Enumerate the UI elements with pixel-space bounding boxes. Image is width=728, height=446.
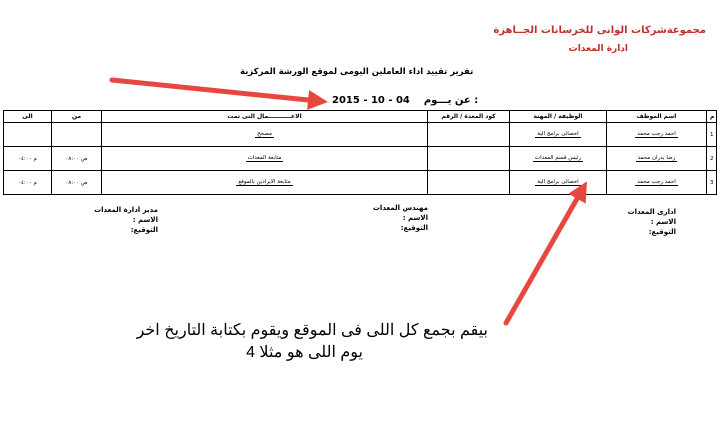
work-text: مصحح: [257, 131, 272, 137]
work-text: متابعة الايرادين بالموقع: [238, 179, 291, 185]
cell-to: ۰٤:۰۰ م: [4, 147, 52, 171]
department-name: ادارة المعدات: [568, 44, 628, 54]
signature-title: مهندس المعدات: [372, 204, 428, 212]
cell-from: ۰۸:۰۰ ص: [52, 171, 102, 195]
cell-no: 1: [707, 123, 717, 147]
report-date: 2015 - 10 - 04: [332, 95, 410, 106]
work-text: متابعة المعدات: [247, 155, 282, 161]
col-from: من: [52, 111, 102, 123]
day-label: عن يـــوم :: [423, 95, 479, 106]
arrow-to-date: [112, 80, 318, 101]
arrow-to-job: [506, 190, 582, 323]
signature-title: مدير ادارة المعدات: [94, 206, 158, 214]
signature-name-label: الاسم :: [650, 218, 676, 226]
name-text: احمد رجب محمد: [637, 179, 676, 185]
col-work: الاعـــــــــــمال التى تمت: [102, 111, 428, 123]
company-name: مجموعةشركات الوانى للخرسانات الجــاهزة: [493, 25, 706, 36]
annotation-line-1: بيقم بجمع كل اللى فى الموقع ويقوم بكتابة التاريخ اخر: [136, 322, 488, 339]
cell-no: 3: [707, 171, 717, 195]
signature-sign-label: التوقيع:: [400, 224, 428, 232]
name-text: احمد رجب محمد: [637, 131, 676, 137]
job-text: اخصائى برامج الية: [537, 131, 579, 137]
job-text: رئيس قسم المعدات: [534, 155, 582, 161]
report-title: تقرير تقييد اداء العاملين اليومى لموقع الورشة المركزية: [240, 67, 474, 77]
annotation-note: [88, 320, 488, 364]
col-to: الى: [4, 111, 52, 123]
signature-name-label: الاسم :: [132, 216, 158, 224]
cell-to: ۰٤:۰۰ م: [4, 171, 52, 195]
cell-no: 2: [707, 147, 717, 171]
col-job: الوظيفة / المهنة: [510, 111, 607, 123]
signature-name-label: الاسم :: [402, 214, 428, 222]
cell-from: ۰۸:۰۰ ص: [52, 147, 102, 171]
signature-sign-label: التوقيع:: [130, 226, 158, 234]
signature-title: ادارى المعدات: [627, 208, 676, 216]
annotation-line-2: يوم اللى هو مثلا 4: [246, 344, 363, 361]
name-text: رضا بدران محمد: [637, 155, 676, 161]
col-name: اسم الموظف: [607, 111, 707, 123]
signature-sign-label: التوقيع:: [648, 228, 676, 236]
col-code: كود المعدة / الرقم: [428, 111, 510, 123]
col-no: م: [707, 111, 717, 123]
job-text: اخصائى برامج الية: [537, 179, 579, 185]
